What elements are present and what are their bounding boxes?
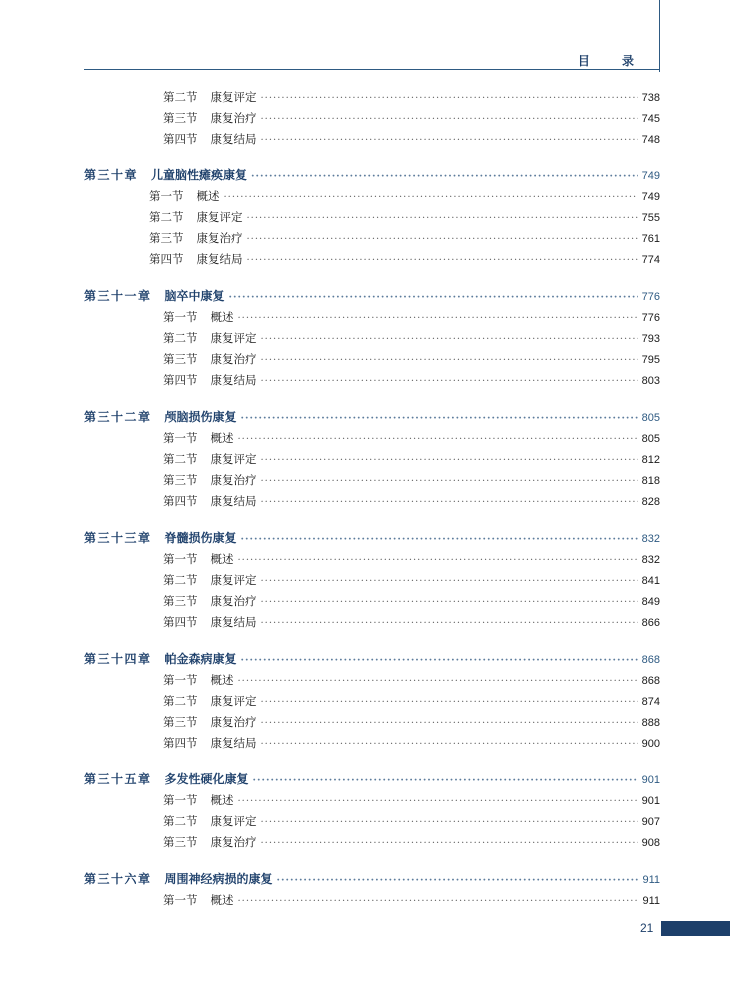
toc-entry-number: 第三十六章 <box>84 872 152 886</box>
toc-entry-page: 832 <box>641 554 660 566</box>
toc-section-entry[interactable] <box>163 551 660 567</box>
toc-entry-number: 第三十一章 <box>84 289 152 303</box>
dot-leader <box>277 873 639 889</box>
toc-entry-number: 第二节 <box>163 452 198 466</box>
toc-entry-page: 901 <box>641 795 660 807</box>
toc-entry-number: 第四节 <box>163 615 198 629</box>
toc-entry-page: 868 <box>641 675 660 687</box>
toc-entry-number: 第一节 <box>149 189 184 203</box>
toc-entry-page: 849 <box>641 596 660 608</box>
toc-entry-page: 911 <box>642 874 660 886</box>
toc-entry-title: 概述 <box>210 431 234 445</box>
toc-entry-page: 832 <box>641 533 660 545</box>
toc-section-entry[interactable] <box>163 110 660 126</box>
toc-entry-page: 755 <box>641 212 660 224</box>
toc-section-entry[interactable] <box>163 472 660 488</box>
toc-entry-number: 第一节 <box>163 893 198 907</box>
toc-chapter-entry[interactable] <box>84 409 660 425</box>
dot-leader <box>224 190 638 206</box>
toc-entry-page: 907 <box>641 816 660 828</box>
toc-entry-title: 康复治疗 <box>210 835 257 849</box>
dot-leader <box>261 716 638 732</box>
toc-section-entry[interactable] <box>163 792 660 808</box>
toc-chapter-entry[interactable] <box>84 771 660 787</box>
dot-leader <box>261 332 638 348</box>
toc-entry-page: 812 <box>641 454 660 466</box>
toc-entry-page: 749 <box>641 170 660 182</box>
dot-leader <box>241 653 638 669</box>
toc-entry-title: 康复评定 <box>210 452 257 466</box>
toc-chapter-entry[interactable] <box>84 288 660 304</box>
toc-entry-page: 805 <box>641 412 660 424</box>
toc-entry-title: 康复治疗 <box>210 111 257 125</box>
toc-entry-number: 第三十四章 <box>84 652 152 666</box>
toc-entry-number: 第三十章 <box>84 168 139 182</box>
dot-leader <box>261 453 638 469</box>
toc-section-entry[interactable] <box>163 89 660 105</box>
header-rule <box>84 69 660 70</box>
toc-entry-page: 866 <box>641 617 660 629</box>
toc-entry-number: 第四节 <box>163 736 198 750</box>
toc-entry-number: 第三节 <box>163 111 198 125</box>
toc-entry-title: 康复评定 <box>210 90 257 104</box>
toc-entry-page: 805 <box>641 433 660 445</box>
toc-entry-title: 康复治疗 <box>210 715 257 729</box>
toc-section-entry[interactable] <box>163 309 660 325</box>
toc-entry-title: 概述 <box>210 673 234 687</box>
dot-leader <box>241 411 638 427</box>
toc-entry-page: 818 <box>641 475 660 487</box>
toc-entry-title: 脊髓损伤康复 <box>164 531 237 545</box>
toc-entry-title: 颅脑损伤康复 <box>164 410 237 424</box>
dot-leader <box>261 595 638 611</box>
toc-section-entry[interactable] <box>163 813 660 829</box>
toc-entry-title: 脑卒中康复 <box>164 289 225 303</box>
toc-entry-title: 帕金森病康复 <box>164 652 237 666</box>
toc-entry-number: 第三十三章 <box>84 531 152 545</box>
toc-section-entry[interactable] <box>149 188 660 204</box>
toc-entry-page: 748 <box>641 134 660 146</box>
toc-entry-page: 888 <box>641 717 660 729</box>
toc-entry-page: 868 <box>641 654 660 666</box>
dot-leader <box>238 553 638 569</box>
toc-entry-number: 第二节 <box>163 90 198 104</box>
toc-entry-page: 738 <box>641 92 660 104</box>
dot-leader <box>261 91 638 107</box>
toc-entry-number: 第三节 <box>163 352 198 366</box>
dot-leader <box>261 374 638 390</box>
toc-entry-page: 749 <box>641 191 660 203</box>
toc-entry-title: 概述 <box>210 310 234 324</box>
toc-entry-title: 多发性硬化康复 <box>164 772 249 786</box>
dot-leader <box>261 815 638 831</box>
toc-chapter-entry[interactable] <box>84 530 660 546</box>
dot-leader <box>247 253 638 269</box>
toc-entry-number: 第四节 <box>163 373 198 387</box>
toc-section-entry[interactable] <box>163 593 660 609</box>
toc-entry-page: 774 <box>641 254 660 266</box>
toc-entry-number: 第三节 <box>163 473 198 487</box>
toc-entry-title: 概述 <box>210 552 234 566</box>
toc-entry-page: 776 <box>641 312 660 324</box>
toc-section-entry[interactable] <box>163 834 660 850</box>
toc-section-entry[interactable] <box>149 209 660 225</box>
toc-entry-number: 第四节 <box>163 494 198 508</box>
toc-section-entry[interactable] <box>149 230 660 246</box>
dot-leader <box>261 495 638 511</box>
toc-section-entry[interactable] <box>149 251 660 267</box>
dot-leader <box>261 695 638 711</box>
toc-entry-number: 第二节 <box>163 331 198 345</box>
toc-section-entry[interactable] <box>163 493 660 509</box>
vertical-rule <box>659 0 660 72</box>
toc-entry-page: 776 <box>641 291 660 303</box>
toc-section-entry[interactable] <box>163 330 660 346</box>
dot-leader <box>261 353 638 369</box>
toc-entry-number: 第二节 <box>149 210 184 224</box>
toc-section-entry[interactable] <box>163 735 660 751</box>
toc-entry-number: 第一节 <box>163 431 198 445</box>
running-head: 目 录 <box>577 54 648 68</box>
toc-entry-title: 康复结局 <box>210 615 257 629</box>
dot-leader <box>238 432 638 448</box>
toc-entry-page: 761 <box>641 233 660 245</box>
dot-leader <box>261 574 638 590</box>
toc-entry-number: 第三节 <box>149 231 184 245</box>
toc-entry-title: 康复评定 <box>210 573 257 587</box>
dot-leader <box>261 737 638 753</box>
toc-entry-title: 康复结局 <box>210 736 257 750</box>
dot-leader <box>247 211 638 227</box>
toc-entry-title: 康复结局 <box>196 252 243 266</box>
toc-chapter-entry[interactable] <box>84 167 660 183</box>
toc-entry-number: 第三十二章 <box>84 410 152 424</box>
dot-leader <box>238 894 639 910</box>
dot-leader <box>253 773 638 789</box>
toc-section-entry[interactable] <box>163 572 660 588</box>
toc-entry-page: 745 <box>641 113 660 125</box>
toc-entry-number: 第一节 <box>163 793 198 807</box>
toc-section-entry[interactable] <box>163 430 660 446</box>
dot-leader <box>241 532 638 548</box>
toc-entry-page: 901 <box>641 774 660 786</box>
toc-entry-page: 828 <box>641 496 660 508</box>
toc-entry-number: 第二节 <box>163 573 198 587</box>
toc-section-entry[interactable] <box>163 351 660 367</box>
dot-leader <box>238 674 638 690</box>
toc-section-entry[interactable] <box>163 714 660 730</box>
toc-entry-page: 795 <box>641 354 660 366</box>
toc-chapter-entry[interactable] <box>84 871 660 887</box>
toc-section-entry[interactable] <box>163 892 660 908</box>
dot-leader <box>261 474 638 490</box>
toc-entry-number: 第一节 <box>163 310 198 324</box>
toc-entry-title: 康复结局 <box>210 132 257 146</box>
dot-leader <box>261 616 638 632</box>
toc-entry-title: 康复治疗 <box>210 594 257 608</box>
toc-entry-title: 康复评定 <box>196 210 243 224</box>
toc-entry-title: 康复评定 <box>210 694 257 708</box>
toc-entry-title: 概述 <box>196 189 220 203</box>
toc-entry-page: 841 <box>641 575 660 587</box>
toc-entry-number: 第四节 <box>149 252 184 266</box>
toc-entry-page: 874 <box>641 696 660 708</box>
toc-entry-number: 第三节 <box>163 835 198 849</box>
toc-section-entry[interactable] <box>163 131 660 147</box>
toc-entry-number: 第三节 <box>163 715 198 729</box>
folio-bar <box>661 921 730 936</box>
toc-section-entry[interactable] <box>163 614 660 630</box>
page-number: 21 <box>640 921 654 935</box>
dot-leader <box>229 290 638 306</box>
dot-leader <box>251 169 638 185</box>
toc-entry-page: 911 <box>642 895 660 907</box>
dot-leader <box>261 836 638 852</box>
toc-entry-title: 儿童脑性瘫痪康复 <box>151 168 248 182</box>
toc-entry-number: 第一节 <box>163 673 198 687</box>
dot-leader <box>238 794 638 810</box>
toc-chapter-entry[interactable] <box>84 651 660 667</box>
toc-entry-title: 康复结局 <box>210 373 257 387</box>
toc-entry-page: 803 <box>641 375 660 387</box>
toc-entry-title: 概述 <box>210 893 234 907</box>
dot-leader <box>238 311 638 327</box>
dot-leader <box>247 232 638 248</box>
toc-section-entry[interactable] <box>163 693 660 709</box>
toc-entry-number: 第三十五章 <box>84 772 152 786</box>
toc-entry-number: 第一节 <box>163 552 198 566</box>
toc-entry-number: 第四节 <box>163 132 198 146</box>
toc-entry-title: 康复治疗 <box>196 231 243 245</box>
toc-entry-title: 康复评定 <box>210 331 257 345</box>
toc-entry-title: 康复结局 <box>210 494 257 508</box>
dot-leader <box>261 133 638 149</box>
toc-entry-title: 周围神经病损的康复 <box>164 872 273 886</box>
toc-section-entry[interactable] <box>163 451 660 467</box>
toc-entry-number: 第二节 <box>163 694 198 708</box>
toc-entry-page: 793 <box>641 333 660 345</box>
toc-entry-page: 900 <box>641 738 660 750</box>
toc-section-entry[interactable] <box>163 372 660 388</box>
toc-entry-title: 康复评定 <box>210 814 257 828</box>
toc-entry-number: 第二节 <box>163 814 198 828</box>
toc-entry-number: 第三节 <box>163 594 198 608</box>
toc-entry-page: 908 <box>641 837 660 849</box>
toc-entry-title: 康复治疗 <box>210 473 257 487</box>
toc-entry-title: 康复治疗 <box>210 352 257 366</box>
toc-entry-title: 概述 <box>210 793 234 807</box>
dot-leader <box>261 112 638 128</box>
toc-section-entry[interactable] <box>163 672 660 688</box>
